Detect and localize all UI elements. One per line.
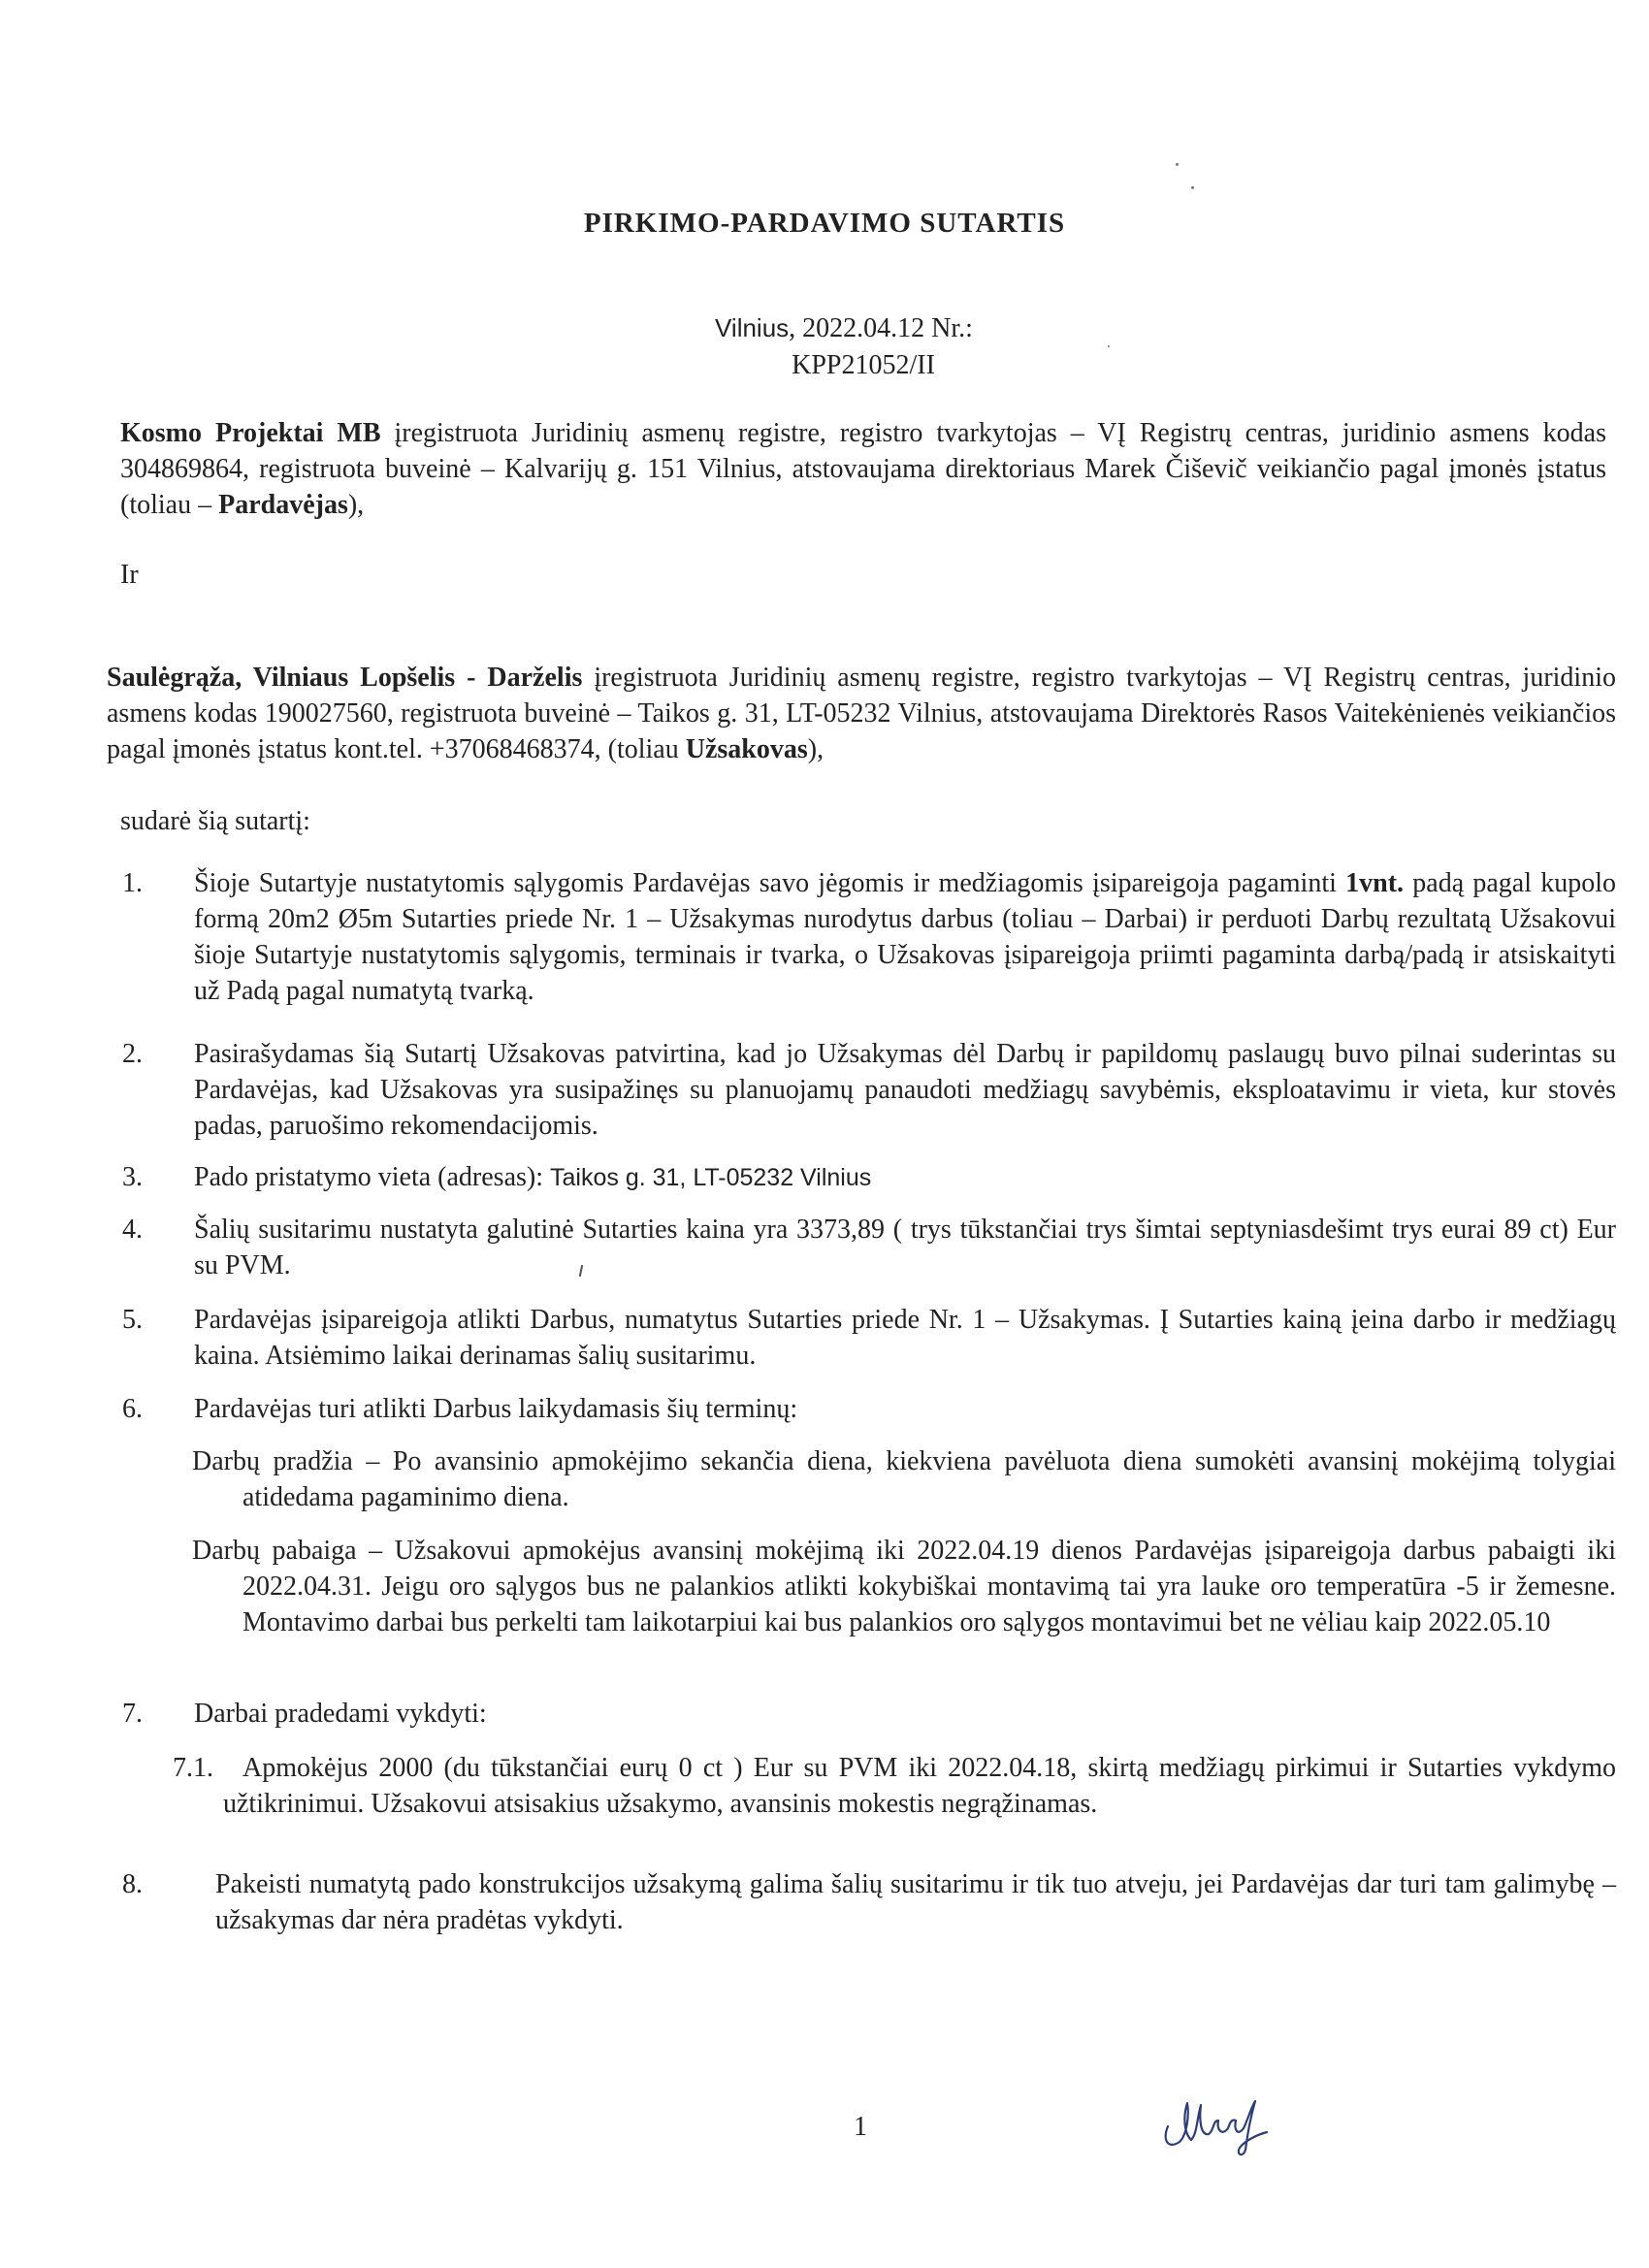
and-word: Ir bbox=[120, 560, 139, 590]
clause-number: 2. bbox=[122, 1039, 143, 1069]
seller-text: įregistruota Juridinių asmenų registre, registro tvarkytojas – VĮ Registrų centras, juridinio asmens kodas 304869864, registruota buveinė – Kalvarijų g. 151 Vilnius, atstovaujama direktoriaus Marek Čiševič veikiančio pagal įmonės įstatus (toliau – bbox=[120, 418, 1606, 520]
subclause-text: Apmokėjus 2000 (du tūkstančiai eurų 0 ct ) Eur su PVM iki 2022.04.18, skirtą medžiagų pirkimui ir Sutarties vykdymo užtikrinimui. Užsakovui atsisakius užsakymo, avansinis mokestis negrąžinamas. bbox=[223, 1753, 1616, 1819]
seller-name: Kosmo Projektai MB bbox=[120, 418, 381, 448]
clause-text bbox=[194, 1159, 1616, 1196]
buyer-end: ), bbox=[807, 734, 824, 764]
clause-text: Pasirašydamas šią Sutartį Užsakovas patvirtina, kad jo Užsakymas dėl Darbų ir papildomų paslaugų buvo pilnai suderintas su Pardavėjas, kad Užsakovas yra susipažinęs su planuojamų panaudoti medžiagų savybėmis, eksploatavimu ir vieta, kur stovės padas, paruošimo rekomendacijomis. bbox=[194, 1039, 1616, 1141]
document-title: PIRKIMO-PARDAVIMO SUTARTIS bbox=[583, 208, 1066, 239]
clause-6-start bbox=[192, 1443, 1616, 1515]
clause-number: 3. bbox=[122, 1162, 143, 1192]
city: Vilnius bbox=[715, 313, 790, 342]
seller-alias: Pardavėjas bbox=[218, 490, 348, 520]
works-end-text: Darbų pabaiga – Užsakovui apmokėjus avansinį mokėjimą iki 2022.04.19 dienos Pardavėjas įsipareigoja darbus pabaigti iki 2022.04.31. Jeigu oro sąlygos bus ne palankios atlikti kokybiškai montavimą tai yra lauke oro temperatūra -5 ir žemesne. Montavimo darbai bus perkelti tam laikotarpiui kai bus palankios oro sąlygos montavimui bet ne vėliau kaip 2022.05.10 bbox=[192, 1536, 1616, 1637]
clause-number: 8. bbox=[122, 1869, 143, 1899]
clause-text: Pakeisti numatytą pado konstrukcijos užsakymą galima šalių susitarimu ir tik tuo atveju, jei Pardavėjas dar turi tam galimybę – užsakymas dar nėra pradėtas vykdyti. bbox=[215, 1869, 1616, 1935]
buyer-text: įregistruota Juridinių asmenų registre, registro tvarkytojas – VĮ Registrų centras, juridinio asmens kodas 190027560, registruota buveinė – Taikos g. 31, LT-05232 Vilnius, atstovaujama Direktorės Rasos Vaitekėnienės veikiančios pagal įmonės įstatus kont.tel. +37068468374, (toliau bbox=[107, 663, 1616, 764]
seller-paragraph bbox=[120, 415, 1606, 523]
concluded-line: sudarė šią sutartį: bbox=[120, 806, 310, 836]
clause-number: 4. bbox=[122, 1215, 143, 1245]
clause-text: Pardavėjas įsipareigoja atlikti Darbus, numatytus Sutarties priede Nr. 1 – Užsakymas. Į Sutarties kainą įeina darbo ir medžiagų kaina. Atsiėmimo laikai derinamas šalių susitarimu. bbox=[194, 1305, 1616, 1371]
contract-date: , 2022.04.12 Nr.: bbox=[789, 313, 973, 343]
seller-end: ), bbox=[347, 490, 365, 520]
clause-number: 1. bbox=[122, 868, 143, 898]
scan-speck bbox=[1108, 345, 1110, 347]
clause-text-a: Pado pristatymo vieta (adresas): bbox=[194, 1162, 551, 1192]
subclause-number: 7.1. bbox=[173, 1753, 213, 1783]
works-start-text: Darbų pradžia – Po avansinio apmokėjimo sekančia diena, kiekviena pavėluota diena sumokėti avansinį mokėjimą tolygiai atidedama pagaminimo diena. bbox=[192, 1446, 1616, 1512]
place-date bbox=[0, 310, 1649, 346]
clause-6-end bbox=[192, 1533, 1616, 1640]
clause-text: Darbai pradedami vykdyti: bbox=[194, 1699, 487, 1729]
clause-text-b: padą pagal kupolo formą 20m2 Ø5m Sutarties priede Nr. 1 – Užsakymas nurodytus darbus (toliau – Darbai) ir perduoti Darbų rezultatą Užsakovui šioje Sutartyje nustatytomis sąlygomis, terminais ir tvarka, o Užsakovas įsipareigoja priimti pagaminta darbą/padą ir atsiskaityti už Padą pagal numatytą tvarką. bbox=[194, 868, 1616, 1006]
page-number: 1 bbox=[854, 2112, 867, 2142]
clause-number: 5. bbox=[122, 1305, 143, 1335]
signature-icon bbox=[1154, 2086, 1280, 2163]
buyer-alias: Užsakovas bbox=[685, 734, 808, 764]
clause-text: Pardavėjas turi atlikti Darbus laikydamasis šių terminų: bbox=[194, 1394, 798, 1424]
buyer-paragraph bbox=[107, 660, 1616, 767]
clause-text: Šalių susitarimu nustatyta galutinė Sutarties kaina yra 3373,89 ( trys tūkstančiai trys šimtai septyniasdešimt trys eurai 89 ct) Eur su PVM. bbox=[194, 1215, 1616, 1280]
contract-number: KPP21052/II bbox=[792, 350, 935, 380]
buyer-name: Saulėgrąža, Vilniaus Lopšelis - Darželis bbox=[107, 663, 583, 693]
clause-bold-quantity: 1vnt. bbox=[1345, 868, 1405, 898]
clause-number: 6. bbox=[122, 1394, 143, 1424]
scan-speck bbox=[1176, 163, 1179, 166]
delivery-address: Taikos g. 31, LT-05232 Vilnius bbox=[550, 1164, 872, 1191]
clause-number: 7. bbox=[122, 1699, 143, 1729]
clause-text-a: Šioje Sutartyje nustatytomis sąlygomis Pardavėjas savo jėgomis ir medžiagomis įsipareigoja pagaminti bbox=[194, 868, 1346, 898]
subclause-text-wrap bbox=[173, 1750, 1616, 1822]
clause-text bbox=[194, 865, 1616, 1009]
scan-speck bbox=[1191, 186, 1194, 189]
